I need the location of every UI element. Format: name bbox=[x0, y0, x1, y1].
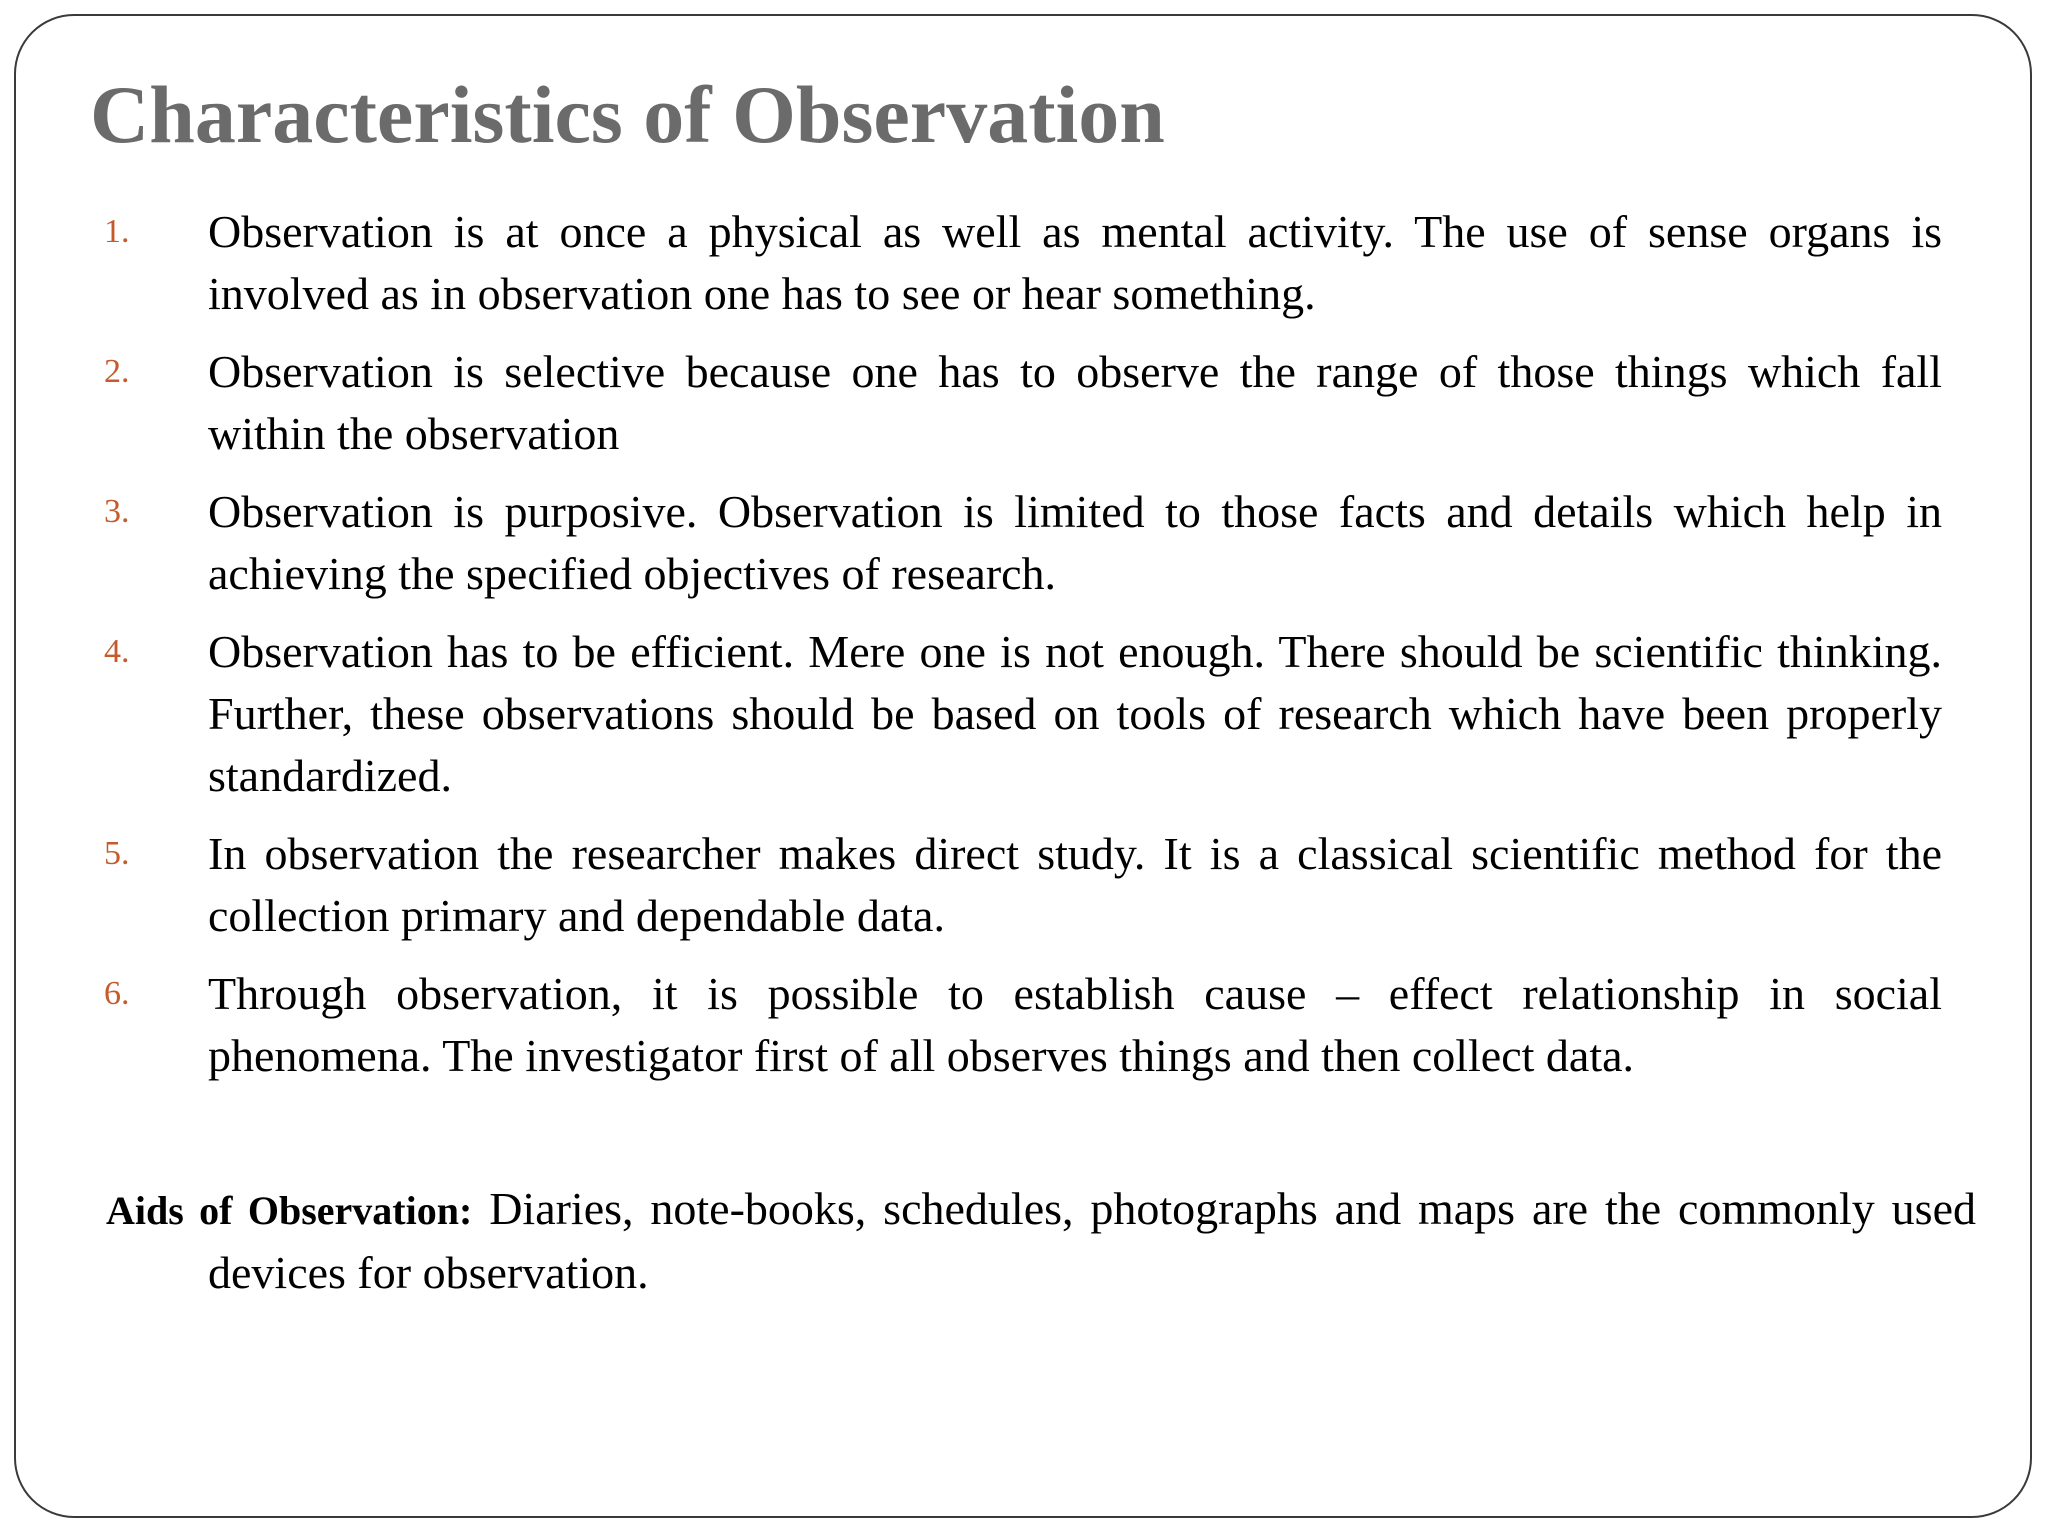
list-item-text: Observation is at once a physical as well as mental activity. The use of sense organs is involved as in observation one has to see or hear something. bbox=[208, 206, 1942, 319]
list-item-text: Observation has to be efficient. Mere one is not enough. There should be scientific thinking. Further, these observations should be based on tools of research which have been properly standardized. bbox=[208, 626, 1942, 801]
list-item-number: 1. bbox=[104, 213, 130, 250]
list-item-number: 2. bbox=[104, 353, 130, 390]
list-item-number: 3. bbox=[104, 493, 130, 530]
list-item-text: Through observation, it is possible to establish cause – effect relationship in social phenomena. The investigator first of all observes things and then collect data. bbox=[208, 968, 1942, 1081]
list-item-text: In observation the researcher makes direct study. It is a classical scientific method for the collection primary and dependable data. bbox=[208, 828, 1942, 941]
list-item-number: 4. bbox=[104, 633, 130, 670]
list-item bbox=[104, 481, 1942, 605]
list-item bbox=[104, 823, 1942, 947]
aids-paragraph bbox=[106, 1178, 1976, 1304]
list-item bbox=[104, 621, 1942, 807]
list-item-text: Observation is purposive. Observation is limited to those facts and details which help in achieving the specified objectives of research. bbox=[208, 486, 1942, 599]
characteristics-list bbox=[104, 201, 1942, 1103]
list-item-text: Observation is selective because one has to observe the range of those things which fall within the observation bbox=[208, 346, 1942, 459]
slide-frame bbox=[14, 14, 2032, 1518]
list-item bbox=[104, 201, 1942, 325]
slide-title: Characteristics of Observation bbox=[90, 69, 1165, 160]
list-item-number: 5. bbox=[104, 835, 130, 872]
list-item bbox=[104, 963, 1942, 1087]
list-item-number: 6. bbox=[104, 975, 130, 1012]
aids-label: Aids of Observation: bbox=[106, 1188, 473, 1233]
aids-text: Diaries, note-books, schedules, photographs and maps are the commonly used devices for observation. bbox=[208, 1183, 1976, 1298]
list-item bbox=[104, 341, 1942, 465]
